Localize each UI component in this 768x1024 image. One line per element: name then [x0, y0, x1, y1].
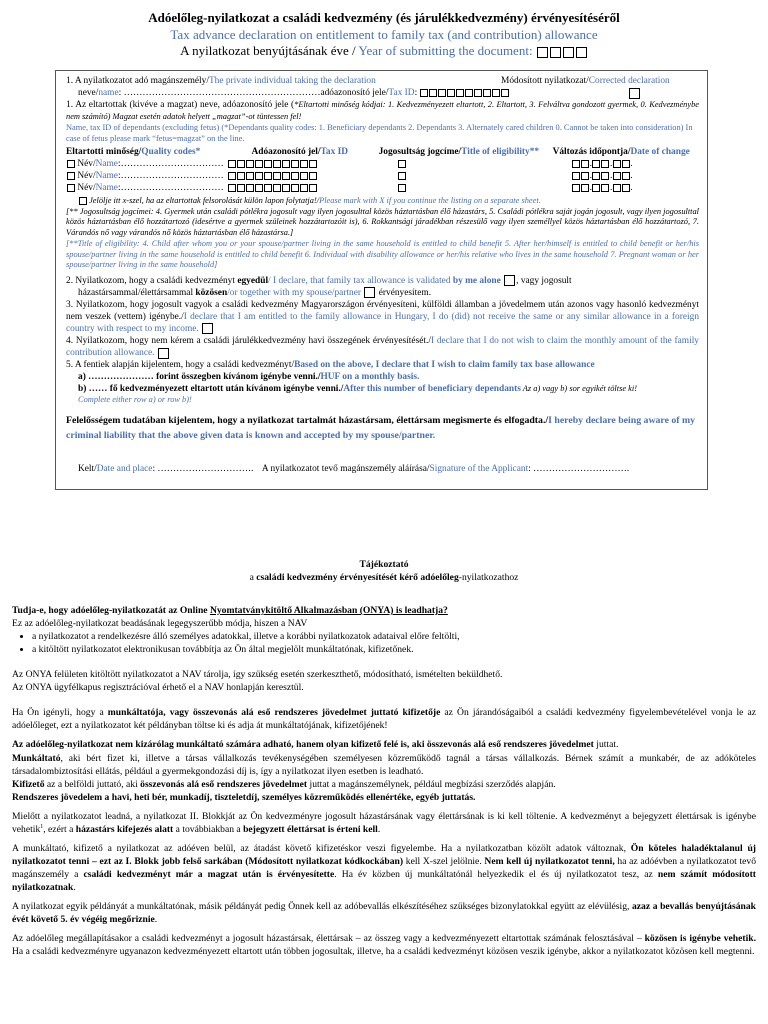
s2-part: érvényesítem.	[376, 288, 432, 299]
declaration-form	[55, 70, 708, 490]
applicant-row: neve/name: ………………………………………………………adóazonosító jele/Tax ID:	[66, 87, 699, 99]
s1b-en: Name, tax ID of dependants (excluding fetus) (*Dependants quality codes: 1. Beneficiary dependants 2. Dependants 3. Alternately cared children 0. Cannot be taken into consideration) In case of fetus please mark “fetus=magzat” on the line.	[66, 123, 693, 143]
p-part: közösen is igénybe vehetik.	[644, 933, 756, 945]
p-part: juttat a magánszemélynek, például megbízási szerződés alapján.	[307, 778, 556, 790]
title-part: Adóelőleg	[148, 10, 204, 25]
col-quality-en: Quality codes*	[141, 146, 201, 157]
quality-checkbox[interactable]	[67, 172, 75, 180]
dep-name-field[interactable]: :……………………………	[117, 170, 224, 181]
s3-label-en: I declare that I am entitled to the family allowance in Hungary, I do (did) not receive the same or any similar allowance in a foreign country with respect to my income.	[66, 312, 700, 335]
s2-part: , vagy jogosult	[516, 276, 572, 286]
p-part: Az ONYA ügyfélkapus regisztrációval érhető el a NAV honlapján keresztül.	[12, 682, 304, 694]
p-part: Az adóelőleg megállapításakor a családi kedvezményt a jogosult házastársak, élettársak – az összeg vagy a kedvezményezett eltartottak számának felosztásával –	[12, 933, 645, 945]
info-p5	[12, 810, 756, 836]
info-section	[12, 558, 756, 964]
s2-part: közösen	[195, 288, 228, 299]
date-of-change[interactable]: . . .	[542, 182, 699, 194]
s5b-note-en: Complete either row a) or row b)!	[78, 395, 192, 405]
col-date-en: Date of change	[630, 146, 690, 157]
date-label: Kelt/	[78, 464, 97, 474]
col-taxid-en: Tax ID	[320, 146, 349, 157]
section-3	[66, 299, 699, 335]
continue-row	[66, 196, 699, 207]
p-part: munkáltatója, vagy összevonás alá eső rendszeres jövedelmet juttató kifizetője	[107, 707, 441, 719]
section-5	[66, 359, 699, 371]
s1b-label: 1. Az eltartottak (kivéve a magzat) neve, adóazonosító jele (	[66, 100, 295, 111]
year-digit-box[interactable]	[537, 47, 548, 58]
dep-name-field[interactable]: :……………………………	[117, 182, 224, 193]
s2-part: házastársammal/élettársammal	[78, 288, 196, 299]
resp-label: Felelősségem tudatában kijelentem, hogy a nyilatkozat tartalmát házastársam, élettársam megismerte és elfogadta./	[66, 415, 549, 427]
s5b-note: Az a) vagy b) sor egyikét töltse ki!	[520, 384, 637, 394]
info-p6	[12, 842, 756, 894]
section-4	[66, 335, 699, 359]
date-label-en: Date and place	[96, 464, 153, 474]
year-label: A nyilatkozat benyújtásának éve /	[180, 43, 359, 59]
p-part: Ha Ön igényli, hogy a	[12, 707, 108, 719]
p-part: azaz a bevallás benyújtásának évét követő 5. év végéig megőriznie	[12, 901, 756, 926]
year-input[interactable]	[536, 44, 588, 61]
p-part: az Ön járandóságaiból a családi kedvezmény figyelembevételével vonja le az adóelőleget, ezt a nyilatkozatot két példányban töltse ki és adja át munkáltatójának, kifizetőjének!	[12, 707, 756, 732]
info-list	[32, 630, 756, 656]
quality-checkbox[interactable]	[67, 160, 75, 168]
onya-link[interactable]: Nyomtatványkitöltő Alkalmazásban (ONYA) is leadhatja?	[209, 605, 448, 617]
section-1b	[66, 99, 699, 123]
col-eligibility: Jogosultság jogcíme/	[378, 146, 462, 157]
s5b-label: b) …… fő kedvezményezett eltartott után kívánom igénybe venni./	[78, 384, 344, 395]
info-p1	[12, 604, 756, 630]
eligibility-footnote: [** Jogosultság jogcímei: 4. Gyermek után családi pótlékra jogosult vagy ilyen jogosulttal közös háztartásban élő házastárs, 5. Családi pótlékra saját jogán jogosult, vagy ilyen jogosulttal közös háztartásban élő hozzátartozó (idesértve a gyermek szüleinek hozzátartozóit is), 6. Rokkantsági járadékban részesülő vagy ilyen személlyel közös háztartásban élő hozzátartozó, 7. Várandós nő vagy várandós nő közös háztartásban élő házastársa.]	[66, 206, 699, 237]
s1b-codes: *Eltartotti minőség kódjai: 1. Kedvezményezett eltartott, 2. Eltartott, 3. Felváltva gondozott gyermek, 0. Kedvezménybe nem számító) Magzat esetén adatok helyett „magzat”-ot tüntessen fel!	[66, 100, 699, 122]
p-part: nem számít módosított nyilatkozatnak	[12, 869, 756, 894]
p-part: Rendszeres jövedelem a havi, heti bér, munkadíj, tiszteletdíj, személyes közreműködés ellenértéke, egyéb juttatás.	[12, 791, 476, 803]
dep-name-label: Név/	[77, 170, 96, 181]
list-item: • a kitöltött nyilatkozatot elektronikusan továbbítja az Ön által megjelölt munkáltatónak, kifizetőnek.	[32, 643, 756, 656]
p-part: , aki bért fizet ki, illetve a társas vállalkozás tevékenységében személyesen közreműködő tagnál a társas vállalkozás. Bérnek számít a munkabér, de az adóköteles társadalombiztosítási ellátás, például a gyermekgondozási díj is, így a nyilatkozat ilyen esetben is leadható.	[12, 752, 756, 777]
p-part: .	[154, 914, 158, 926]
info-subtitle	[12, 571, 756, 584]
continue-label: Jelölje itt x-szel, ha az eltartottak felsorolását külön lapon folytatja!/	[89, 195, 320, 205]
p-part: .	[73, 882, 76, 894]
signature-line	[78, 463, 629, 475]
dep-name-field[interactable]: :……………………………	[117, 158, 224, 169]
quality-checkbox[interactable]	[67, 184, 75, 192]
eligibility-box[interactable]	[398, 172, 406, 180]
eligibility-footnote-en: [**Title of eligibility: 4. Child after whom you or your spouse/partner living in the same household is entitled to child benefit 5. After her/himself is entitled to child benefit or her/his spouse/partner living in the same household is entitled to child benefit 6. Individual with disability allowance or her/his relative who lives in the same household 7. Pregnant woman or her spouse/partner living in the same household]	[66, 238, 699, 270]
dep-name-label-en: Name	[95, 182, 118, 193]
s3-label: 3. Nyilatkozom, hogy jogosult vagyok a családi kedvezmény Magyarországon érvényesíteni, külföldi államban a jövedelmem után azonos vagy hasonló kedvezményt nem veszek (vettem) igénybe./	[66, 300, 699, 323]
dep-taxid[interactable]	[227, 170, 329, 182]
subtitle-part: a	[249, 572, 257, 584]
dependant-row	[66, 182, 699, 194]
p-part: az a belföldi juttató, aki	[44, 778, 141, 790]
year-digit-box[interactable]	[550, 47, 561, 58]
taxid-label-en: Tax ID	[388, 88, 415, 99]
s5b-label-en: After this number of beneficiary dependants	[343, 384, 521, 395]
s5a[interactable]	[66, 371, 699, 383]
p-part: juttat.	[593, 739, 619, 751]
col-taxid: Adóazonosító jel/	[251, 146, 321, 157]
sign-label-en: Signature of the Applicant	[429, 464, 529, 474]
modified-declaration	[501, 75, 670, 87]
alone-checkbox[interactable]	[504, 275, 515, 286]
date-of-change[interactable]: . . .	[542, 170, 699, 182]
p-part: Ez az adóelőleg-nyilatkozat beadásának legegyszerűbb módja, hiszen a NAV	[12, 618, 308, 630]
title-part: érvényesítéséről	[530, 10, 620, 25]
p-part: -nyilatkozatát az Online	[108, 605, 210, 617]
contribution-checkbox[interactable]	[158, 348, 169, 359]
p-part: a továbbiakban a	[173, 823, 244, 835]
p-part: .	[377, 823, 381, 835]
s5-label: 5. A fentiek alapján kijelentem, hogy a családi kedvezményt/	[66, 360, 295, 371]
p-part: A nyilatkozat egyik példányát a munkáltatónak, másik példányát pedig Önnek kell az adóbevallás elkészítéséhez szükséges bizonylatokkal együtt az elévülésig,	[12, 901, 632, 913]
p-part: adóelőleg	[70, 605, 109, 617]
dep-name-label: Név/	[77, 182, 96, 193]
sign-label: A nyilatkozatot tevő magánszemély aláírása/	[261, 464, 430, 474]
dep-name-label: Név/	[77, 158, 96, 169]
p-part: Az adóelőleg-nyilatkozat nem kizárólag munkáltató számára adható, hanem olyan kifizető felé is, aki összevonás alá eső rendszeres jövedelmet	[12, 739, 594, 751]
s2-part: with my spouse/partner	[270, 288, 362, 299]
s4-label-en: I declare that I do not wish to claim the monthly amount of the family contribution allowance.	[66, 336, 699, 359]
info-p7	[12, 900, 756, 926]
s2-part: by me alone	[452, 276, 501, 286]
s2-part: / I declare, that family tax allowance is validated	[268, 276, 453, 286]
s2-part: egyedül	[237, 276, 269, 286]
p-part: Tudja-e, hogy	[12, 605, 71, 617]
info-title: Tájékoztató	[359, 559, 409, 570]
p-part: Az ONYA felületen kitöltött nyilatkozatot a NAV tárolja, így szükség esetén szerkeszthető, módosítható, ismételten beküldhető.	[12, 669, 503, 681]
sign-field[interactable]: : ………………………….	[528, 464, 630, 474]
col-quality: Eltartotti minőség/	[66, 146, 142, 157]
s5a-label: a) ………………… forint összegben kívánom igénybe venni./	[78, 372, 321, 383]
dep-name-label-en: Name	[95, 158, 118, 169]
date-of-change[interactable]: . . .	[542, 158, 699, 170]
p-part: , ezért a	[43, 823, 76, 835]
p-part: kell X-szel jelölnie.	[403, 856, 485, 868]
title-part: -nyilatkozat a családi kedvezmény (és járulékkedvezmény)	[203, 10, 531, 25]
s1-label-en: The private individual taking the declaration	[208, 76, 376, 86]
p-part: . Ha év közben új munkáltatónál helyezkedik el és új nyilatkozatot tesz, az	[334, 869, 658, 881]
info-p8	[12, 932, 756, 958]
p-part: Nem kell új nyilatkozatot tenni,	[484, 856, 615, 868]
p-part: családi kedvezményt már a magzat után is érvényesítette	[83, 869, 335, 881]
taxid-input[interactable]	[420, 88, 510, 98]
together-checkbox[interactable]	[364, 287, 375, 298]
year-line	[0, 43, 768, 60]
s5-label-en: Based on the above, I declare that I wish to claim family tax base allowance	[294, 360, 595, 371]
date-field[interactable]: : ………………………….	[152, 464, 254, 474]
section-2	[66, 275, 699, 299]
eligibility-box[interactable]	[398, 184, 406, 192]
s4-label: 4. Nyilatkozom, hogy nem kérem a családi járulékkedvezmény havi összegének érvényesítését./	[66, 336, 431, 347]
year-digit-box[interactable]	[563, 47, 574, 58]
dependants-table-header	[66, 146, 699, 158]
year-digit-box[interactable]	[576, 47, 587, 58]
footnote-ref: 1	[40, 823, 44, 830]
continue-checkbox[interactable]	[79, 197, 87, 205]
continue-label-en: Please mark with X if you continue the listing on a separate sheet.	[319, 195, 541, 205]
modified-label-en: Corrected declaration	[588, 76, 670, 86]
p-part: Mielőtt a nyilatkozatot leadná, a nyilatkozat II. Blokkját az Ön kedvezményre jogosult házastársának vagy élettársának is ki kell töltenie. A kedvezményt a bejegyzett élettársak is igénybe vehetik	[12, 810, 756, 835]
p-part: ha az adóévben a nyilatkozatot tevő magánszemély a	[12, 856, 756, 881]
info-p2	[12, 668, 756, 694]
col-date: Változás időpontja/	[552, 146, 631, 157]
subtitle-part: -nyilatkozathoz	[458, 572, 519, 584]
info-p4	[12, 738, 756, 803]
p-part: bejegyzett élettársat is érteni kell	[243, 823, 378, 835]
modified-label: Módosított nyilatkozat/	[501, 76, 589, 86]
p-part: Kifizető	[12, 778, 45, 790]
dep-taxid[interactable]	[227, 158, 329, 170]
dependant-row	[66, 158, 699, 170]
p-part: összevonás alá eső rendszeres jövedelmet	[140, 778, 308, 790]
dep-taxid[interactable]	[227, 182, 329, 194]
foreign-checkbox[interactable]	[202, 323, 213, 334]
s1-label: 1. A nyilatkozatot adó magánszemély/	[66, 76, 209, 86]
responsibility-statement	[66, 414, 699, 443]
p-part: házastárs kifejezés alatt	[75, 823, 174, 835]
document-header	[0, 10, 768, 61]
list-item: • a nyilatkozatot a rendelkezésre álló személyes adatokkal, illetve a korábbi nyilatkozatok adataival előre feltölti,	[32, 630, 756, 643]
document-title-en: Tax advance declaration on entitlement to family tax (and contribution) allowance	[170, 26, 598, 42]
eligibility-box[interactable]	[398, 160, 406, 168]
taxid-label: adóazonosító jele/	[320, 88, 389, 99]
dep-name-label-en: Name	[95, 170, 118, 181]
subtitle-part: családi kedvezmény érvényesítését kérő adóelőleg	[256, 572, 459, 584]
p-part: Ha a családi kedvezményre ugyanazon kedvezményezett eltartott után többen jogosultak, illetve, ha a családi kedvezményt közösen veszik igénybe, akkor a nyilatkozatot közösen kell megtenni.	[12, 946, 755, 958]
resp-label-en: I hereby declare being aware of my criminal liability that the above given data is known and accepted by my spouse/partner.	[66, 415, 696, 441]
s2-part: /or together	[227, 288, 271, 299]
document-title	[0, 10, 768, 27]
info-p3	[12, 706, 756, 732]
s5a-label-en: HUF on a monthly basis.	[320, 372, 420, 383]
s5b[interactable]	[66, 383, 699, 395]
col-eligibility-en: Title of eligibility**	[461, 146, 540, 157]
dependant-row	[66, 170, 699, 182]
year-label-en: Year of submitting the document:	[358, 43, 533, 59]
p-part: A munkáltató, kifizető a nyilatkozat az adóéven belül, az átadást követő kifizetéskor veszi figyelembe. Ha a nyilatkozatban közölt adatok változnak,	[12, 842, 631, 854]
p-part: Ön köteles haladéktalanul új nyilatkozatot tenni – ezt az I. Blokk jobb felső sarkában (Módosított nyilatkozat kódkockában)	[12, 842, 756, 868]
p-part: Munkáltató	[12, 752, 61, 764]
name-label: neve/	[78, 88, 99, 99]
section-1	[66, 75, 699, 87]
name-field[interactable]: : ………………………………………………………	[118, 88, 321, 99]
modified-checkbox[interactable]	[629, 88, 640, 99]
s2-part: 2. Nyilatkozom, hogy a családi kedvezményt	[66, 276, 238, 286]
name-label-en: name	[98, 88, 119, 99]
